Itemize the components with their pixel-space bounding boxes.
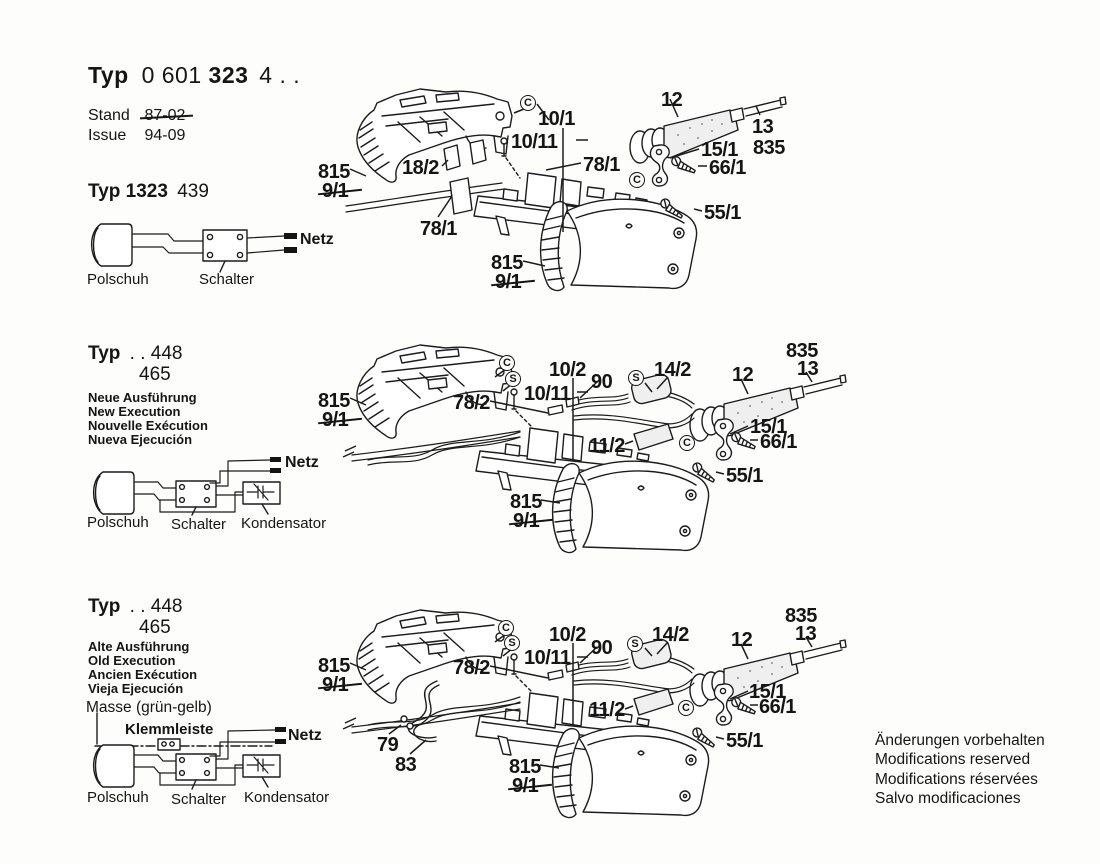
section2-heading-line2: 465	[139, 364, 171, 385]
part-label-15-1: 15/1	[749, 681, 786, 703]
circle-c-badge: C	[498, 620, 514, 636]
kondensator-label-2: Kondensator	[241, 515, 327, 532]
part-label-14-2: 14/2	[652, 624, 689, 646]
doc-title	[88, 62, 300, 89]
part-label-18-2: 18/2	[402, 157, 439, 179]
part-label-78-2: 78/2	[453, 392, 490, 414]
schalter-label-2: Schalter	[171, 516, 227, 533]
schalter-label-3: Schalter	[171, 791, 227, 808]
part-label-66-1: 66/1	[709, 157, 746, 179]
circle-c-badge: C	[520, 95, 536, 111]
note-fr: Ancien Exécution	[88, 667, 198, 682]
stand-label: Stand	[88, 107, 130, 124]
circle-c-badge: C	[679, 435, 695, 451]
part-label-14-2: 14/2	[654, 359, 691, 381]
part-label-12: 12	[661, 89, 683, 111]
note-de: Neue Ausführung	[88, 390, 197, 405]
section3-typ-plain: . . 448	[129, 596, 183, 617]
part-label-9-1b	[495, 271, 521, 294]
part-label-815: 815	[318, 161, 350, 183]
part-label-815: 815	[318, 655, 350, 677]
part-label-9-1-text: 9/1	[322, 409, 349, 431]
title-num-bold: 323	[208, 62, 249, 88]
part-label-12: 12	[731, 629, 753, 651]
title-typ: Typ	[88, 62, 129, 88]
schalter-label-1: Schalter	[199, 271, 255, 288]
part-label-66-1: 66/1	[759, 696, 796, 718]
circle-c-badge: C	[629, 172, 645, 188]
section3-notes	[88, 640, 197, 696]
part-label-55-1: 55/1	[726, 730, 763, 752]
part-label-10-11: 10/11	[524, 383, 571, 405]
section2-notes	[88, 391, 208, 447]
masse-label: Masse (grün-gelb)	[86, 699, 212, 716]
part-label-13: 13	[752, 116, 774, 138]
part-label-9-1b-text: 9/1	[512, 775, 539, 797]
netz-label-2: Netz	[285, 454, 319, 471]
note-en: New Execution	[88, 404, 181, 419]
part-label-78-2: 78/2	[453, 657, 490, 679]
stand-row	[88, 107, 185, 125]
schematic-1-art	[92, 224, 297, 272]
part-label-83: 83	[395, 754, 417, 776]
notice-en: Modifications reserved	[875, 751, 1031, 769]
polschuh-label-3: Polschuh	[87, 789, 149, 806]
circle-c-badge: C	[678, 700, 694, 716]
circle-c-badge: C	[499, 355, 515, 371]
part-label-9-1-text: 9/1	[322, 674, 349, 696]
part-label-815: 815	[318, 390, 350, 412]
part-label-13: 13	[797, 358, 819, 380]
part-label-9-1b	[512, 775, 538, 798]
title-num-suffix: 4 . .	[259, 62, 301, 88]
klemmleiste-label: Klemmleiste	[125, 721, 214, 738]
part-label-9-1	[322, 409, 348, 432]
kondensator-label-3: Kondensator	[244, 789, 330, 806]
circle-s-badge: S	[505, 371, 521, 387]
section1-typ-bold: Typ 1323	[88, 181, 168, 202]
part-label-10-11: 10/11	[511, 131, 558, 153]
part-label-79: 79	[377, 734, 399, 756]
part-label-815b: 815	[509, 756, 541, 778]
part-label-9-1b-text: 9/1	[495, 271, 522, 293]
section1-heading	[88, 181, 209, 203]
section3-heading	[88, 596, 182, 618]
notice-es: Salvo modificaciones	[875, 789, 1021, 807]
note-es: Nueva Ejecución	[88, 432, 193, 447]
circle-s-badge: S	[628, 370, 644, 386]
notice-de: Änderungen vorbehalten	[875, 732, 1045, 749]
issue-label: Issue	[88, 127, 127, 144]
stand-value: 87-02	[144, 107, 186, 124]
title-num-prefix: 0 601	[141, 62, 202, 88]
netz-label-1: Netz	[300, 231, 334, 248]
issue-value: 94-09	[144, 127, 186, 144]
part-label-815b: 815	[491, 252, 523, 274]
section2-heading	[88, 343, 182, 365]
modifications-notice	[875, 731, 1045, 808]
part-label-835: 835	[785, 605, 817, 627]
part-label-78-1b: 78/1	[583, 154, 620, 176]
part-label-10-2: 10/2	[549, 624, 586, 646]
section2-typ-bold: Typ	[88, 343, 121, 364]
section1-typ-plain: 439	[177, 181, 209, 202]
part-label-11-2: 11/2	[589, 435, 625, 457]
part-label-9-1	[322, 180, 348, 203]
part-label-11-2: 11/2	[589, 699, 625, 721]
part-label-9-1-text: 9/1	[322, 180, 349, 202]
issue-row	[88, 127, 185, 145]
part-label-15-1: 15/1	[750, 416, 787, 438]
part-label-10-2: 10/2	[549, 359, 586, 381]
part-label-9-1b	[513, 510, 539, 533]
netz-label-3: Netz	[288, 727, 322, 744]
part-label-9-1	[322, 674, 348, 697]
note-en: Old Execution	[88, 653, 176, 668]
section3-heading-line2: 465	[139, 617, 171, 638]
part-label-66-1: 66/1	[760, 431, 797, 453]
part-label-13: 13	[795, 623, 817, 645]
note-de: Alte Ausführung	[88, 639, 190, 654]
part-label-9-1b-text: 9/1	[513, 510, 540, 532]
part-label-10-1: 10/1	[538, 108, 575, 130]
part-label-55-1: 55/1	[704, 202, 741, 224]
part-label-15-1: 15/1	[701, 139, 738, 161]
notice-fr: Modifications réservées	[875, 770, 1038, 788]
section2-typ-plain: . . 448	[129, 343, 183, 364]
note-fr: Nouvelle Exécution	[88, 418, 208, 433]
part-label-55-1: 55/1	[726, 465, 763, 487]
part-label-835: 835	[786, 340, 818, 362]
part-label-90: 90	[591, 637, 613, 659]
polschuh-label-2: Polschuh	[87, 514, 149, 531]
part-label-12: 12	[732, 364, 754, 386]
part-label-835: 835	[753, 137, 785, 159]
part-label-78-1: 78/1	[420, 218, 457, 240]
section3-typ-bold: Typ	[88, 596, 121, 617]
part-label-815b: 815	[510, 491, 542, 513]
circle-s-badge: S	[504, 635, 520, 651]
circle-s-badge: S	[627, 636, 643, 652]
part-label-90: 90	[591, 371, 613, 393]
part-label-10-11: 10/11	[524, 647, 571, 669]
polschuh-label-1: Polschuh	[87, 271, 149, 288]
note-es: Vieja Ejecución	[88, 681, 184, 696]
